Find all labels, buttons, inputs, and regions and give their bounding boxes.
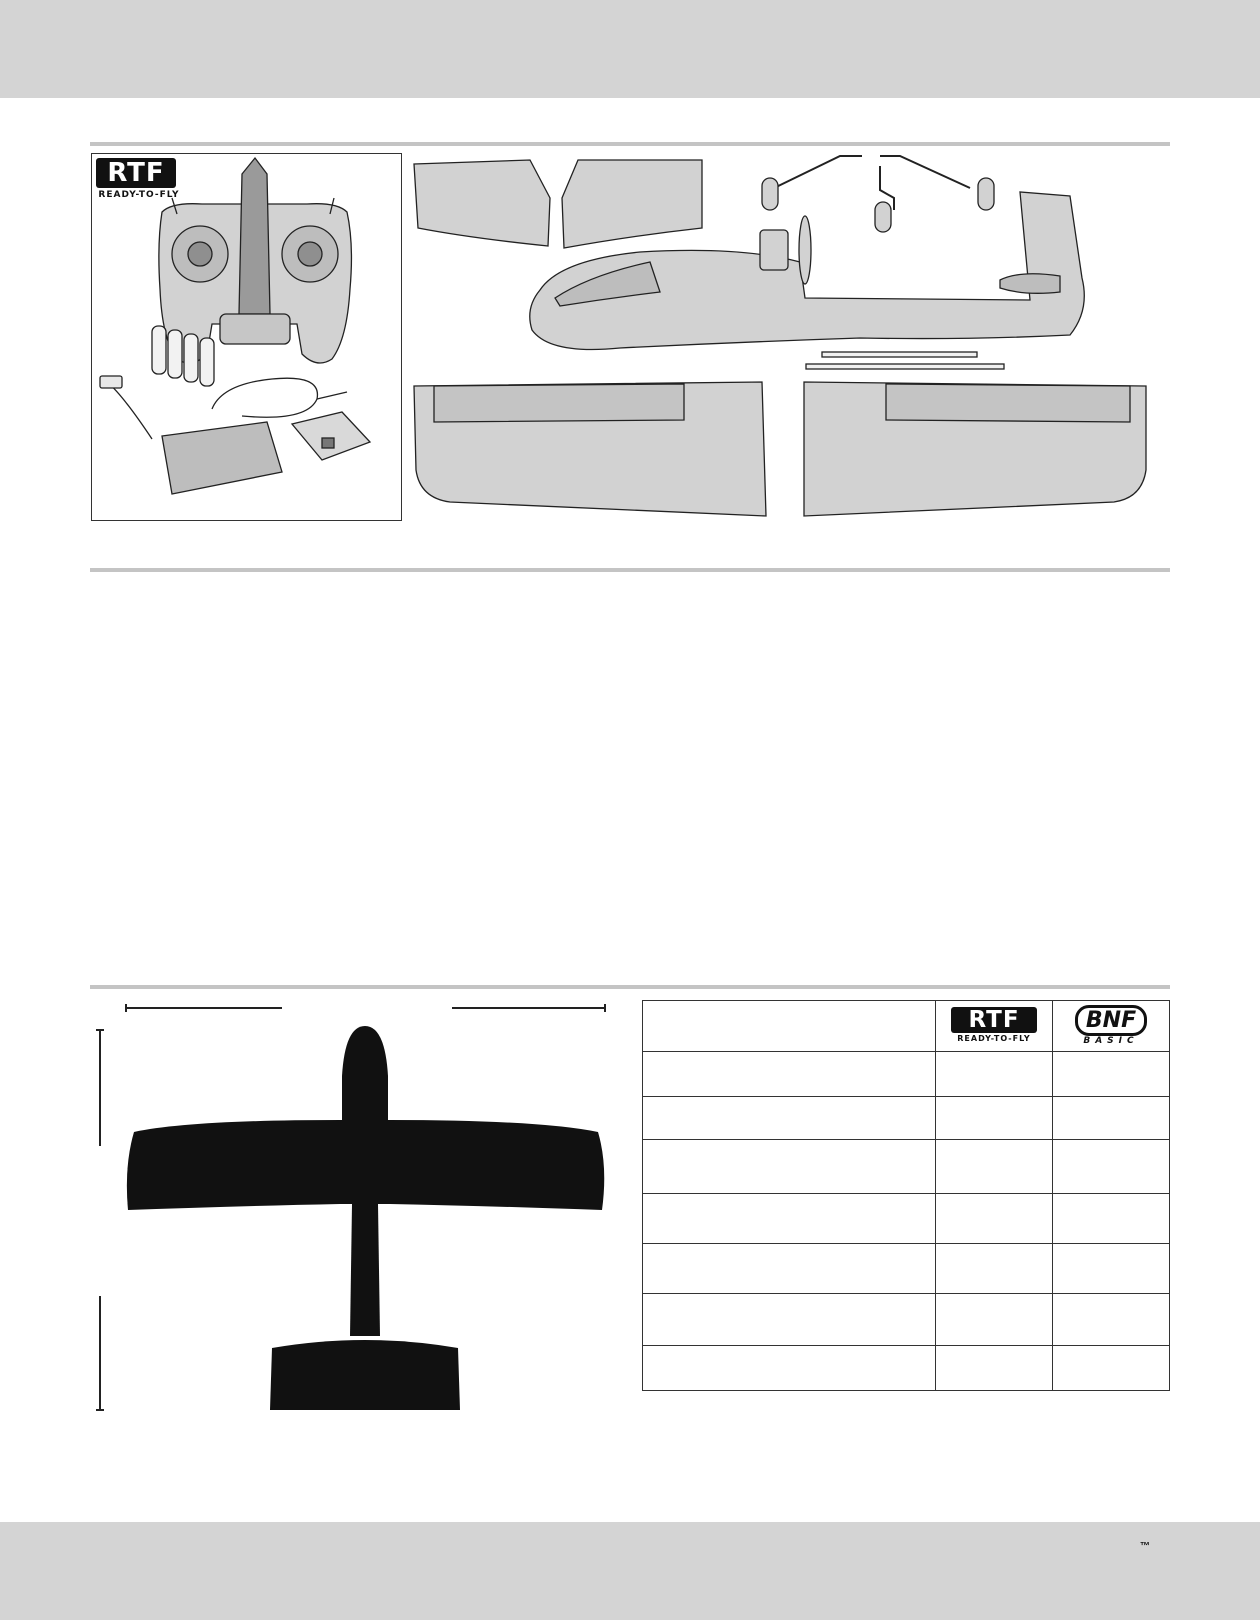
- aileron-right: [886, 384, 1130, 422]
- spec-header-rtf-cell: [936, 1001, 1053, 1052]
- battery-lead: [107, 382, 152, 439]
- spec-row-rtf-value: [936, 1244, 1053, 1294]
- spec-row-bnf-value: [1053, 1052, 1170, 1097]
- spec-row-rtf-value: [936, 1052, 1053, 1097]
- spec-row-rtf-value: [936, 1346, 1053, 1391]
- section-divider-middle: [90, 568, 1170, 572]
- spec-header-bnf-cell: [1053, 1001, 1170, 1052]
- motor-mount: [760, 230, 788, 270]
- spec-row-bnf-value: [1053, 1097, 1170, 1140]
- header-band: [0, 0, 1260, 98]
- rtf-contents-box: [91, 153, 402, 521]
- flight-battery: [162, 422, 282, 494]
- section-divider-contents: [90, 142, 1170, 146]
- rtf-column-logo-caption: READY-TO-FLY: [957, 1033, 1031, 1043]
- transmitter-lower-panel: [220, 314, 290, 344]
- usb-cable: [212, 378, 317, 417]
- spec-row: [643, 1097, 1170, 1140]
- wingspan-dimension-line: [126, 1004, 605, 1012]
- aileron-left: [434, 384, 684, 422]
- spec-row: [643, 1346, 1170, 1391]
- section-divider-specs: [90, 985, 1170, 989]
- spec-row-bnf-value: [1053, 1244, 1170, 1294]
- spec-header-label-cell: [643, 1001, 936, 1052]
- transmitter-battery-charger-illustration: [92, 154, 401, 520]
- silhouette-nose: [342, 1026, 388, 1124]
- spec-row-label: [643, 1194, 936, 1244]
- spec-row-label: [643, 1244, 936, 1294]
- spec-row-label: [643, 1346, 936, 1391]
- spec-row: [643, 1294, 1170, 1346]
- spec-row-rtf-value: [936, 1294, 1053, 1346]
- spec-header-row: [643, 1001, 1170, 1052]
- stabilizer-half-right: [562, 160, 702, 248]
- aa-battery-1: [152, 326, 166, 374]
- bnf-logo-caption: BASIC: [1083, 1035, 1139, 1046]
- main-landing-gear-wire: [770, 156, 970, 190]
- spec-row: [643, 1052, 1170, 1097]
- specifications-table: [642, 1000, 1170, 1391]
- aircraft-silhouette-diagram: [90, 996, 630, 1416]
- aa-battery-4: [200, 338, 214, 386]
- left-stick: [188, 242, 212, 266]
- trademark-symbol: ™: [1140, 1541, 1150, 1552]
- spec-row-label: [643, 1097, 936, 1140]
- silhouette-tail-boom: [350, 1204, 380, 1336]
- rtf-column-logo: [951, 1007, 1037, 1043]
- usb-charger: [292, 412, 370, 460]
- main-wheel-left: [762, 178, 778, 210]
- spec-row-rtf-value: [936, 1097, 1053, 1140]
- charger-port: [322, 438, 334, 448]
- aa-battery-2: [168, 330, 182, 378]
- spec-row-bnf-value: [1053, 1294, 1170, 1346]
- spec-row-label: [643, 1140, 936, 1194]
- spec-row-bnf-value: [1053, 1346, 1170, 1391]
- silhouette-horizontal-stabilizer: [270, 1340, 460, 1410]
- rtf-logo-plate: RTF: [96, 158, 176, 188]
- spec-row-bnf-value: [1053, 1140, 1170, 1194]
- propeller: [799, 216, 811, 284]
- stabilizer-half-left: [414, 160, 550, 246]
- battery-connector: [100, 376, 122, 388]
- spec-row-label: [643, 1294, 936, 1346]
- length-dimension-line-top: [96, 1030, 104, 1146]
- usb-plug: [317, 392, 347, 399]
- rudder-control-horn: [1000, 274, 1060, 294]
- spec-row-bnf-value: [1053, 1194, 1170, 1244]
- rtf-column-logo-plate: RTF: [951, 1007, 1037, 1033]
- right-stick: [298, 242, 322, 266]
- main-wheel-right: [978, 178, 994, 210]
- spec-row-rtf-value: [936, 1194, 1053, 1244]
- bnf-logo-plate: BNF: [1075, 1005, 1147, 1036]
- rtf-logo-caption: READY-TO-FLY: [98, 190, 180, 200]
- transmitter-antenna: [239, 158, 270, 314]
- bnf-basic-logo: [1075, 1005, 1147, 1046]
- spec-row: [643, 1140, 1170, 1194]
- airframe-parts-illustration: [410, 150, 1170, 520]
- spec-row-label: [643, 1052, 936, 1097]
- spec-row: [643, 1244, 1170, 1294]
- footer-band: [0, 1522, 1260, 1620]
- nose-wheel: [875, 202, 891, 232]
- length-dimension-line-bottom: [96, 1296, 104, 1410]
- wing-joiner-rod-2: [806, 364, 1004, 369]
- aa-battery-3: [184, 334, 198, 382]
- silhouette-wing: [127, 1120, 604, 1210]
- spec-row: [643, 1194, 1170, 1244]
- spec-row-rtf-value: [936, 1140, 1053, 1194]
- wing-joiner-rod-1: [822, 352, 977, 357]
